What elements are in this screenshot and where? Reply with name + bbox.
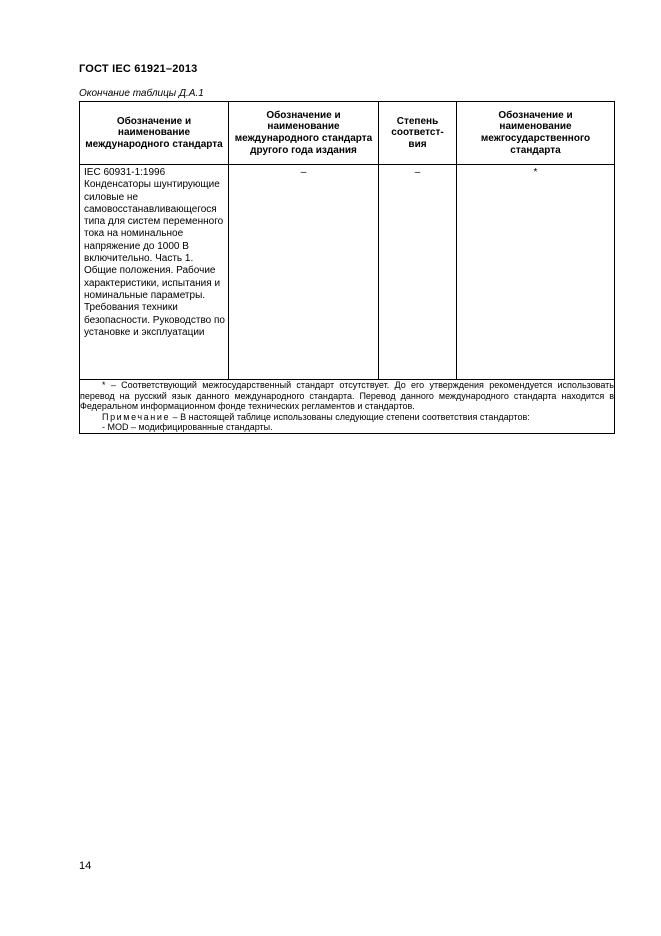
column-header-interstate: Обозначение и наименование межгосударственного стандарта bbox=[457, 102, 615, 165]
document-header: ГОСТ IEC 61921–2013 bbox=[79, 63, 198, 75]
table-footnote-cell bbox=[80, 380, 615, 434]
standards-table bbox=[79, 101, 615, 434]
table-header-row bbox=[80, 102, 615, 165]
table-footnote-row bbox=[80, 380, 615, 434]
table-row bbox=[80, 165, 615, 380]
page-number: 14 bbox=[79, 860, 92, 872]
footnote-text: * – Соответствующий межгосударственный стандарт отсутствует. До его утверждения рекомендуется использовать перевод на русский язык данного международного стандарта. Перевод данного международного стандарта находится в Федеральном информационном фонде технических регламентов и стандартов. bbox=[80, 380, 614, 411]
column-header-other-year: Обозначение и наименование международного стандарта другого года издания bbox=[229, 102, 379, 165]
note-paragraph bbox=[80, 412, 614, 423]
note-label: Примечание bbox=[102, 411, 171, 422]
column-header-international: Обозначение и наименование международного стандарта bbox=[80, 102, 229, 165]
cell-international-standard bbox=[80, 165, 229, 380]
cell-degree: – bbox=[379, 165, 457, 380]
column-header-degree: Степень соответст- вия bbox=[379, 102, 457, 165]
table-caption: Окончание таблицы Д.А.1 bbox=[79, 88, 204, 99]
note-text: – В настоящей таблице использованы следующие степени соответствия стандартов: bbox=[170, 411, 530, 422]
cell-interstate: * bbox=[457, 165, 615, 380]
international-standard-text: IEC 60931-1:1996 Конденсаторы шунтирующие силовые не самовосстанавливающегося типа для систем переменного тока на номинальное напряжение до 1000 В включительно. Часть 1. Общие положения. Рабочие характеристики, испытания и номинальные параметры. Требования техники безопасности. Руководство по установке и эксплуатации bbox=[84, 167, 225, 338]
cell-other-year: – bbox=[229, 165, 379, 380]
note-item: - MOD – модифицированные стандарты. bbox=[102, 422, 273, 432]
